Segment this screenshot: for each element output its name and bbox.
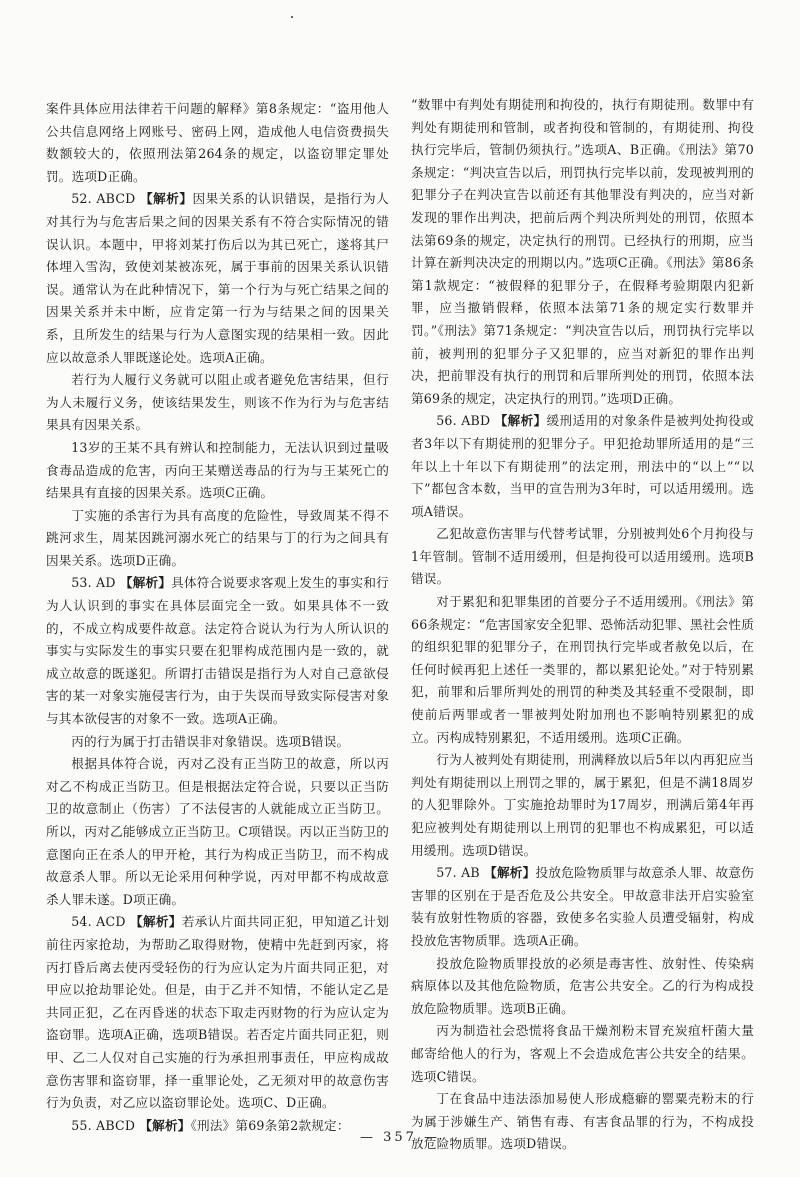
analysis-tag: 【解析】 xyxy=(140,191,193,207)
paragraph: 丁实施的杀害行为具有高度的危险性，导致周某不得不跳河求生，周某因跳河溺水死亡的结果与丁的行为之间具有因果关系。选项D正确。 xyxy=(46,507,389,568)
right-column xyxy=(411,94,754,1156)
paragraph: 若行为人履行义务就可以阻止或者避免危害结果，但行为人未履行义务，使该结果发生，则该不作为行为与危害结果具有因果关系。 xyxy=(46,372,389,433)
paragraph xyxy=(411,410,754,523)
question-number: 56. ABD xyxy=(436,413,491,429)
paragraph: 乙犯故意伤害罪与代替考试罪，分别被判处6个月拘役与1年管制。管制不适用缓刑，但是拘役可以适用缓刑。选项B错误。 xyxy=(411,526,754,587)
paragraph: 投放危险物质罪投放的必须是毒害性、放射性、传染病病原体以及其他危险物质，危害公共安全。乙的行为构成投放危险物质罪。选项B正确。 xyxy=(411,955,754,1016)
paragraph: 对于累犯和犯罪集团的首要分子不适用缓刑。《刑法》第66条规定：“危害国家安全犯罪、恐怖活动犯罪、黑社会性质的组织犯罪的犯罪分子，在刑罚执行完毕或者赦免以后，在任何时候再犯上述任一类罪的，都以累犯论处。”对于特别累犯，前罪和后罪所判处的刑罚的种类及其轻重不受限制，即使前后两罪或者一罪被判处附加刑也不影响特别累犯的成立。丙构成特别累犯，不适用缓刑。选项C正确。 xyxy=(411,594,754,745)
scan-mark xyxy=(291,16,293,18)
analysis-tag: 【解析】 xyxy=(494,413,547,429)
paragraph-text: 具体符合说要求客观上发生的事实和行为人认识到的事实在具体层面完全一致。如果具体不一致的，不成立构成要件故意。法定符合说认为行为人所认识的事实与实际发生的事实只要在犯罪构成范围内是一致的，就成立故意的既遂犯。所谓打击错误是指行为人对自己意欲侵害的某一对象实施侵害行为，由于失误而导致实际侵害对象与其本欲侵害的对象不一致。选项A正确。 xyxy=(46,575,389,727)
paragraph: 丁在食品中违法添加易使人形成瘾癖的罂粟壳粉末的行为属于涉嫌生产、销售有毒、有害食品罪的行为，不构成投放危险物质罪。选项D错误。 xyxy=(411,1091,754,1152)
paragraph: 行为人被判处有期徒刑，刑满释放以后5年以内再犯应当判处有期徒刑以上刑罚之罪的，属于累犯，但是不满18周岁的人犯罪除外。丁实施抢劫罪时为17周岁，刑满后第4年再犯应被判处有期徒刑以上刑罚的犯罪也不构成累犯，可以适用缓刑。选项D错误。 xyxy=(411,752,754,858)
analysis-tag: 【解析】 xyxy=(139,1117,191,1133)
paragraph: “数罪中有判处有期徒刑和拘役的，执行有期徒刑。数罪中有判处有期徒刑和管制，或者拘役和管制的，有期徒刑、拘役执行完毕后，管制仍须执行。”选项A、B正确。《刑法》第70条规定：“判决宣告以后，刑罚执行完毕以前，发现被判刑的犯罪分子在判决宣告以前还有其他罪没有判决的，应当对新发现的罪作出判决，把前后两个判决所判处的刑罚，依照本法第69条的规定，决定执行的刑罚。已经执行的刑期，应当计算在新判决决定的刑期以内。”选项C正确。《刑法》第86条第1款规定：“被假释的犯罪分子，在假释考验期限内犯新罪，应当撤销假释，依照本法第71条的规定实行数罪并罚。”《刑法》第71条规定：“判决宣告以后，刑罚执行完毕以前，被判刑的犯罪分子又犯罪的，应当对新犯的罪作出判决，把前罪没有执行的刑罚和后罪所判处的刑罚，依照本法第69条的规定，决定执行的刑罚。”选项D正确。 xyxy=(411,97,754,406)
question-number: 57. AB xyxy=(436,865,480,881)
paragraph: 丙为制造社会恐慌将食品干燥剂粉末冒充炭疽杆菌大量邮寄给他人的行为，客观上不会造成危害公共安全的结果。选项C错误。 xyxy=(411,1023,754,1084)
paragraph xyxy=(411,862,754,952)
question-number: 54. ACD xyxy=(71,914,126,930)
paragraph-text: 因果关系的认识错误，是指行为人对其行为与危害后果之间的因果关系有不符合实际情况的错误认识。本题中，甲将刘某打伤后以为其已死亡，遂将其尸体埋入雪沟，致使刘某被冻死，属于事前的因果关系认识错误。通常认为在此种情况下，第一个行为与死亡结果之间的因果关系并未中断，应肯定第一行为与结果之间的因果关系，且所发生的结果与行为人意图实现的结果相一致。因此应以故意杀人罪既遂论处。选项A正确。 xyxy=(46,191,389,365)
page-number: — 357 — xyxy=(359,1130,441,1145)
paragraph xyxy=(46,188,389,369)
question-number: 55. ABCD xyxy=(71,1117,136,1133)
paragraph xyxy=(46,911,389,1114)
paragraph: 案件具体应用法律若干问题的解释》第8条规定：“盗用他人公共信息网络上网账号、密码上网，造成他人电信资费损失数额较大的，依照刑法第264条的规定，以盗窃罪定罪处罚。选项D正确。 xyxy=(46,101,389,184)
analysis-tag: 【解析】 xyxy=(484,865,536,881)
paragraph-text: 《刑法》第69条第2款规定： xyxy=(190,1117,350,1133)
paragraph xyxy=(46,572,389,730)
question-number: 52. ABCD xyxy=(71,191,136,207)
paragraph: 根据具体符合说，丙对乙没有正当防卫的故意，所以丙对乙不构成正当防卫。但是根据法定符合说，只要以正当防卫的故意制止（伤害）了不法侵害的人就能成立正当防卫。所以，丙对乙能够成立正当防卫。C项错误。丙以正当防卫的意图向正在杀人的甲开枪，其行为构成正当防卫，而不构成故意杀人罪。所以无论采用何种学说，丙对甲都不构成故意杀人罪未遂。D项正确。 xyxy=(46,756,389,907)
analysis-tag: 【解析】 xyxy=(130,914,182,930)
analysis-tag: 【解析】 xyxy=(119,575,172,591)
question-number: 53. AD xyxy=(71,575,116,591)
left-column xyxy=(46,98,389,1137)
paragraph-text: 投放危险物质罪与故意杀人罪、故意伤害罪的区别在于是否危及公共安全。甲故意非法开启实验室装有放射性物质的容器，致使多名实验人员遭受辐射，构成投放危害物质罪。选项A正确。 xyxy=(411,865,754,948)
paragraph-text: 缓刑适用的对象条件是被判处拘役或者3年以下有期徒刑的犯罪分子。甲犯抢劫罪所适用的是“三年以上十年以下有期徒刑”的法定刑，刑法中的“以上”“以下”都包含本数，当甲的宣告刑为3年时，可以适用缓刑。选项A错误。 xyxy=(411,413,754,519)
paragraph: 13岁的王某不具有辨认和控制能力，无法认识到过量吸食毒品造成的危害，丙向王某赠送毒品的行为与王某死亡的结果具有直接的因果关系。选项C正确。 xyxy=(46,439,389,501)
paragraph: 丙的行为属于打击错误非对象错误。选项B错误。 xyxy=(71,733,350,749)
paragraph-text: 若承认片面共同正犯，甲知道乙计划前往丙家抢劫，为帮助乙取得财物，使精中先赶到丙家，将丙打昏后离去使丙受轻伤的行为应认定为片面共同正犯，对甲应以抢劫罪论处。但是，由于乙并不知情，不能认定乙是共同正犯，乙在丙昏迷的状态下取走丙财物的行为应认定为盗窃罪。选项A正确，选项B错误。若否定片面共同正犯，则甲、乙二人仅对自己实施的行为承担刑事责任，甲应构成故意伤害罪和盗窃罪，择一重罪论处，乙无须对甲的故意伤害行为负责，对乙应以盗窃罪论处。选项C、D正确。 xyxy=(46,914,389,1111)
